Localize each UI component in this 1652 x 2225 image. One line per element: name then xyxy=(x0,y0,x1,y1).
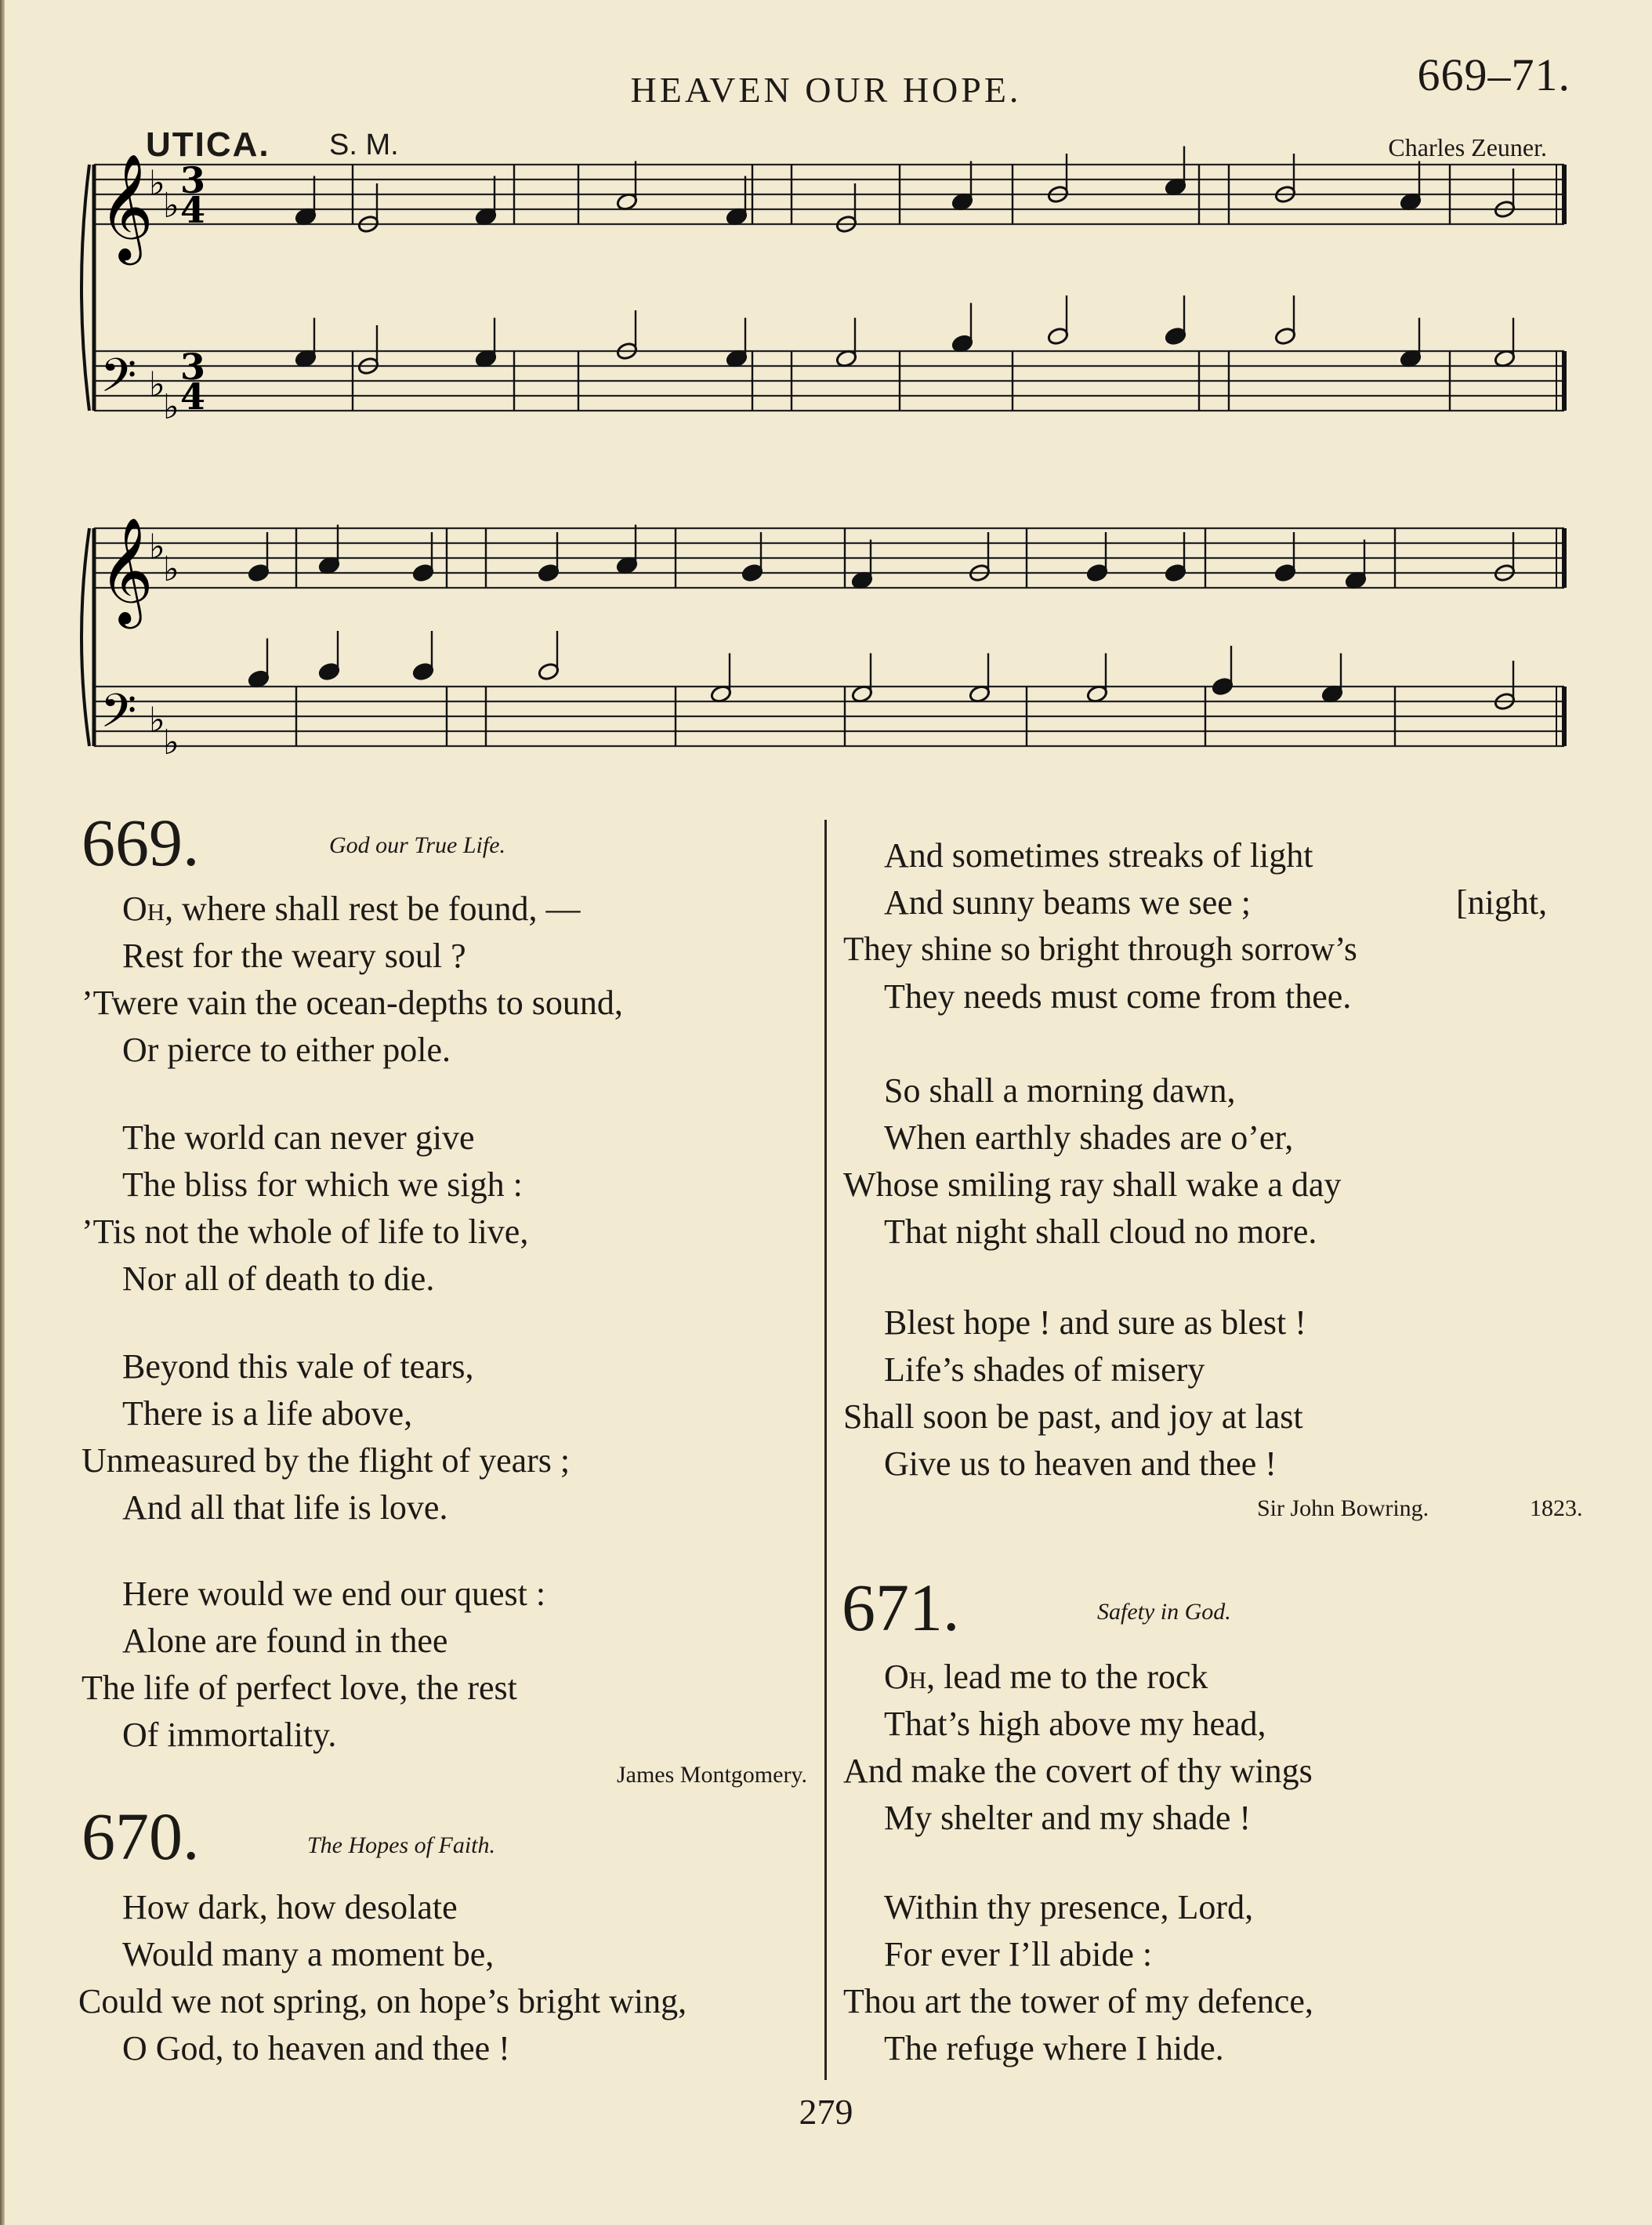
verse-line: Oh, lead me to the rock xyxy=(884,1658,1208,1696)
time-signature: 3 xyxy=(180,159,206,201)
verse-line: Thou art the tower of my defence, xyxy=(843,1982,1313,2020)
verse-line: That night shall cloud no more. xyxy=(884,1212,1317,1251)
verse-line: Beyond this vale of tears, xyxy=(122,1347,474,1386)
hymn-number-669: 669. xyxy=(82,805,200,880)
flat-sign: ♭ xyxy=(163,549,179,589)
hymn-title-670: The Hopes of Faith. xyxy=(307,1832,495,1858)
verse-line: Alone are found in thee xyxy=(122,1622,448,1660)
hymn-number-671: 671. xyxy=(842,1570,960,1645)
composer: Charles Zeuner. xyxy=(1388,133,1547,161)
verse-line: And sometimes streaks of light xyxy=(884,836,1313,875)
verse-line: Unmeasured by the flight of years ; xyxy=(82,1441,571,1480)
verse-line: Rest for the weary soul ? xyxy=(122,937,466,975)
verse-line: And sunny beams we see ; xyxy=(884,883,1252,922)
verse-line: The world can never give xyxy=(122,1118,475,1157)
flat-sign: ♭ xyxy=(163,186,179,226)
page-range: 669–71. xyxy=(1417,49,1570,100)
verse-line: Would many a moment be, xyxy=(122,1935,495,1973)
verse-line: The bliss for which we sigh : xyxy=(122,1165,523,1204)
time-signature: 3 xyxy=(180,346,206,388)
verse-line: For ever I’ll abide : xyxy=(884,1935,1153,1973)
verse-line: Here would we end our quest : xyxy=(122,1575,546,1613)
treble-clef-icon: 𝄞 xyxy=(99,516,154,624)
bass-clef-icon: 𝄢 xyxy=(100,683,137,749)
verse-line: And all that life is love. xyxy=(122,1488,448,1527)
flat-sign: ♭ xyxy=(149,700,165,741)
verse-line: Life’s shades of misery xyxy=(884,1350,1205,1389)
verse-line: Nor all of death to die. xyxy=(122,1259,435,1298)
flat-sign: ♭ xyxy=(149,163,165,204)
music-system-1 xyxy=(82,147,1564,428)
verse-line: There is a life above, xyxy=(122,1394,413,1433)
running-head: HEAVEN OUR HOPE. xyxy=(630,70,1022,110)
verse-line: My shelter and my shade ! xyxy=(884,1799,1251,1837)
verse-line: Of immortality. xyxy=(122,1716,337,1754)
flat-sign: ♭ xyxy=(163,387,179,427)
verse-line: They shine so bright through sorrow’s xyxy=(843,931,1357,968)
music-score xyxy=(0,0,1652,784)
flat-sign: ♭ xyxy=(149,364,165,405)
music-system-2 xyxy=(82,516,1564,763)
verse-line: Whose smiling ray shall wake a day xyxy=(843,1165,1342,1204)
verse-line: They needs must come from thee. xyxy=(884,977,1352,1016)
verse-line: So shall a morning dawn, xyxy=(884,1071,1236,1110)
hymn-author-669: James Montgomery. xyxy=(616,1762,807,1788)
verse-line: Within thy presence, Lord, xyxy=(884,1888,1254,1926)
column-divider xyxy=(824,820,827,2080)
verse-line: Or pierce to either pole. xyxy=(122,1031,451,1069)
verse-line: O God, to heaven and thee ! xyxy=(122,2029,510,2067)
bass-clef-icon: 𝄢 xyxy=(100,348,137,414)
hymn-title-669: God our True Life. xyxy=(329,832,506,858)
time-signature: 4 xyxy=(180,189,206,231)
verse-line: The life of perfect love, the rest xyxy=(82,1669,517,1707)
first-word: Oh, xyxy=(884,1658,936,1696)
brace xyxy=(82,528,89,746)
verse-line-overflow: [night, xyxy=(1456,883,1548,922)
hymn-title-671: Safety in God. xyxy=(1097,1599,1231,1625)
verse-line: That’s high above my head, xyxy=(884,1705,1266,1743)
verse-line: How dark, how desolate xyxy=(122,1888,458,1926)
flat-sign: ♭ xyxy=(149,527,165,567)
brace xyxy=(82,165,89,411)
first-word: Oh, xyxy=(122,890,174,928)
tune-name: UTICA. xyxy=(146,125,270,164)
verse-line: ’Tis not the whole of life to live, xyxy=(82,1212,529,1251)
verse-line: The refuge where I hide. xyxy=(884,2029,1224,2067)
verse-line: And make the covert of thy wings xyxy=(843,1752,1313,1790)
verse-line: Give us to heaven and thee ! xyxy=(884,1444,1277,1483)
hymn-number-670: 670. xyxy=(82,1799,200,1874)
verse-line: Oh, where shall rest be found, — xyxy=(122,890,581,928)
flat-sign: ♭ xyxy=(163,723,179,763)
verse-line: Blest hope ! and sure as blest ! xyxy=(884,1303,1306,1342)
verse-line: Could we not spring, on hope’s bright wing, xyxy=(78,1982,687,2020)
verse-line: When earthly shades are o’er, xyxy=(884,1118,1294,1157)
verse-line: Shall soon be past, and joy at last xyxy=(843,1397,1303,1436)
treble-clef-icon: 𝄞 xyxy=(99,152,154,260)
tune-meter: S. M. xyxy=(329,129,399,161)
hymn-author-670: Sir John Bowring. xyxy=(1257,1495,1429,1521)
time-signature: 4 xyxy=(180,375,206,418)
verse-line: ’Twere vain the ocean-depths to sound, xyxy=(82,984,623,1022)
hymn-year-670: 1823. xyxy=(1530,1495,1583,1521)
page-number: 279 xyxy=(799,2092,853,2132)
